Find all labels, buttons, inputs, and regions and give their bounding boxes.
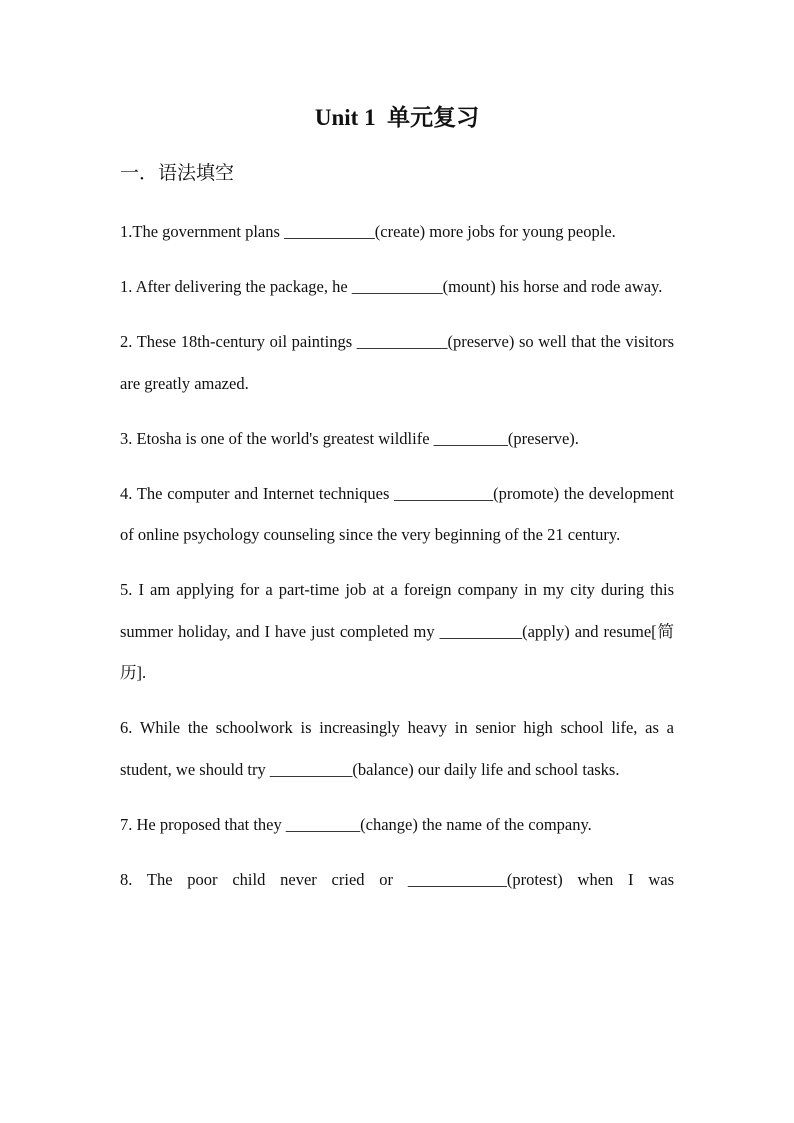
exercise-item: 8. The poor child never cried or ____________(protest) when I was [120,869,674,889]
page-title: Unit 1 单元复习 [314,105,480,130]
exercise-item: 3. Etosha is one of the world's greatest wildlife _________(preserve). [120,428,579,448]
section-heading: 一．语法填空 [120,162,235,184]
exercise-list [120,211,674,914]
exercise-item: 6. While the schoolwork is increasingly heavy in senior high school life, as a student, we should try __________(balance) our daily life and school tasks. [120,718,674,779]
exercise-item: 5. I am applying for a part-time job at a foreign company in my city during this summer holiday, and I have just completed my __________(apply) and resume[简历]. [120,580,674,682]
exercise-item: 4. The computer and Internet techniques ____________(promote) the development of online psychology counseling since the very beginning of the 21 century. [120,483,674,544]
exercise-item: 1.The government plans ___________(create) more jobs for young people. [120,222,616,241]
exercise-item: 1. After delivering the package, he ___________(mount) his horse and rode away. [120,277,663,296]
exercise-item: 2. These 18th-century oil paintings ___________(preserve) so well that the visitors are greatly amazed. [120,332,674,393]
exercise-item: 7. He proposed that they _________(change) the name of the company. [120,814,592,834]
